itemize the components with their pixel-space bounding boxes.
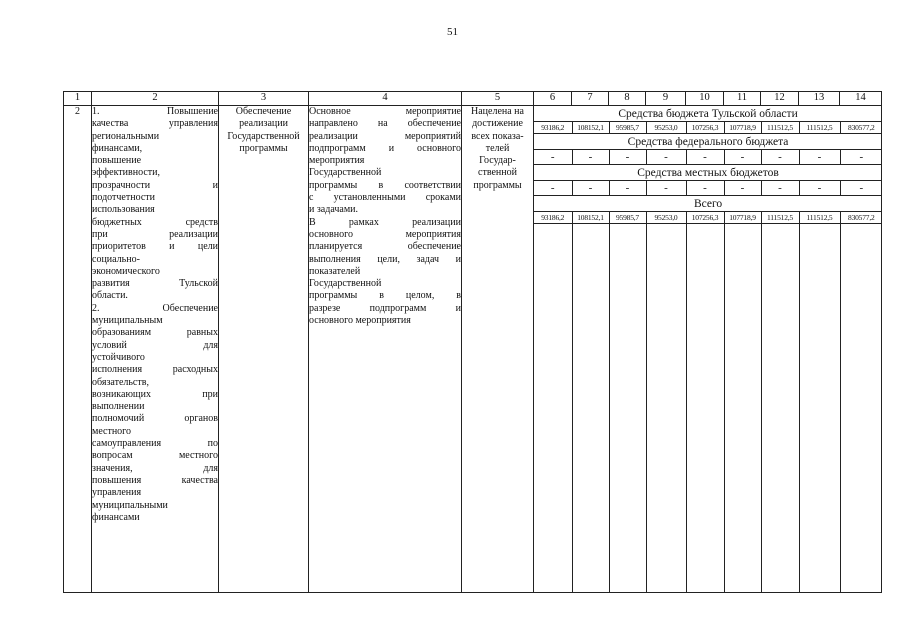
goals-line: приоритетов и цели: [92, 241, 218, 253]
empty-cell: [646, 224, 686, 593]
column-header: 11: [724, 92, 761, 106]
page-number: 51: [447, 26, 458, 38]
target-line: ственной: [478, 167, 517, 179]
total-value: 95985,7: [609, 212, 646, 224]
target-line: Государ-: [479, 155, 516, 167]
goals-line: муниципальными: [92, 499, 168, 511]
local-value: -: [799, 181, 840, 196]
goals-line: повышение: [92, 155, 142, 167]
regional-budget-values-row: [534, 122, 882, 134]
column-header: 2: [92, 92, 219, 106]
local-value: -: [840, 181, 882, 196]
description-line: с установленными сроками: [309, 192, 461, 204]
goals-line: 2. Обеспечение: [92, 302, 218, 314]
total-value: 111512,5: [799, 212, 840, 224]
federal-value: -: [724, 150, 761, 165]
description-line: В рамках реализации: [309, 216, 461, 228]
empty-cell: [572, 224, 609, 593]
federal-value: -: [534, 150, 572, 165]
column-header: 4: [309, 92, 462, 106]
total-value: 111512,5: [761, 212, 799, 224]
description-line: мероприятия: [309, 155, 365, 167]
target-line: Нацелена на: [471, 106, 524, 117]
description-line: Государственной: [309, 278, 382, 290]
column-header: 12: [761, 92, 799, 106]
local-value: -: [609, 181, 646, 196]
column-header: 1: [64, 92, 92, 106]
goals-line: образованиям равных: [92, 327, 218, 339]
description-line: реализации мероприятий: [309, 130, 461, 142]
row-number: 2: [64, 106, 92, 593]
target-line: программы: [473, 179, 522, 191]
goals-line: выполнении: [92, 401, 145, 413]
empty-cell: [534, 224, 572, 593]
total-value: 830577,2: [840, 212, 882, 224]
goals-cell: [92, 106, 219, 593]
regional-budget-header-row: [534, 106, 882, 122]
empty-cell: [761, 224, 799, 593]
empty-cell: [840, 224, 882, 593]
goals-line: развития Тульской: [92, 278, 218, 290]
regional-value: 107718,9: [724, 122, 761, 134]
regional-value: 830577,2: [840, 122, 882, 134]
target-line: всех показа-: [471, 130, 524, 142]
purpose-line: программы: [239, 142, 288, 154]
description-line: направлено на обеспечение: [309, 118, 461, 130]
description-line: Государственной: [309, 167, 382, 179]
regional-value: 95253,0: [646, 122, 686, 134]
goals-line: при реализации: [92, 228, 218, 240]
goals-line: полномочий органов: [92, 413, 218, 425]
goals-line: 1. Повышение: [92, 106, 218, 117]
empty-cell: [724, 224, 761, 593]
goals-line: подотчетности: [92, 192, 155, 204]
goals-line: самоуправления по: [92, 438, 218, 450]
regional-value: 111512,5: [761, 122, 799, 134]
description-line: программы в соответствии: [309, 179, 461, 191]
total-value: 108152,1: [572, 212, 609, 224]
goals-line: экономического: [92, 265, 160, 277]
goals-line: исполнения расходных: [92, 364, 218, 376]
description-line: основного мероприятия: [309, 315, 411, 327]
column-header: 8: [609, 92, 646, 106]
column-header: 13: [799, 92, 840, 106]
federal-value: -: [799, 150, 840, 165]
measure-description-cell: [309, 106, 462, 593]
total-value: 107718,9: [724, 212, 761, 224]
total-header-row: [534, 196, 882, 212]
goals-line: повышения качества: [92, 474, 218, 486]
goals-line: муниципальным: [92, 315, 163, 327]
local-budget-label: Средства местных бюджетов: [534, 165, 882, 181]
goals-line: использования: [92, 204, 155, 216]
local-budget-header-row: [534, 165, 882, 181]
federal-value: -: [761, 150, 799, 165]
goals-line: эффективности,: [92, 167, 161, 179]
federal-value: -: [686, 150, 724, 165]
goals-line: прозрачности и: [92, 179, 218, 191]
local-value: -: [572, 181, 609, 196]
total-value: 95253,0: [646, 212, 686, 224]
column-header: 14: [840, 92, 882, 106]
description-line: разрезе подпрограмм и: [309, 302, 461, 314]
goals-line: местного: [92, 425, 132, 437]
total-values-row: [534, 212, 882, 224]
federal-value: -: [646, 150, 686, 165]
local-value: -: [646, 181, 686, 196]
goals-line: области.: [92, 290, 128, 302]
goals-line: социально-: [92, 253, 140, 265]
description-line: основного мероприятия: [309, 228, 461, 240]
description-line: выполнения цели, задач и: [309, 253, 461, 265]
empty-cell: [799, 224, 840, 593]
column-header: 10: [686, 92, 724, 106]
regional-value: 108152,1: [572, 122, 609, 134]
budget-table: [534, 106, 882, 592]
goals-line: финансами,: [92, 142, 143, 154]
regional-value: 111512,5: [799, 122, 840, 134]
goals-line: условий для: [92, 339, 218, 351]
target-line: телей: [485, 142, 510, 154]
federal-budget-header-row: [534, 134, 882, 150]
program-table: [63, 91, 882, 593]
description-line: Основное мероприятие: [309, 106, 461, 117]
target-line: достижение: [472, 118, 523, 130]
goals-line: бюджетных средств: [92, 216, 218, 228]
column-header: 5: [462, 92, 534, 106]
goals-line: возникающих при: [92, 388, 218, 400]
purpose-line: Государственной: [227, 130, 300, 142]
table-row: [64, 106, 882, 593]
total-value: 107256,3: [686, 212, 724, 224]
goals-line: управления: [92, 487, 142, 499]
column-header: 9: [646, 92, 686, 106]
goals-line: региональными: [92, 130, 160, 142]
goals-line: финансами: [92, 511, 140, 523]
total-value: 93186,2: [534, 212, 572, 224]
description-line: и задачами.: [309, 204, 359, 216]
column-number-row: [64, 92, 882, 106]
goals-line: значения, для: [92, 462, 218, 474]
empty-cell: [609, 224, 646, 593]
purpose-cell: [219, 106, 309, 593]
local-value: -: [686, 181, 724, 196]
budget-empty-row: [534, 224, 882, 593]
total-label: Всего: [534, 196, 882, 212]
goals-line: обязательств,: [92, 376, 149, 388]
column-header: 3: [219, 92, 309, 106]
regional-value: 107256,3: [686, 122, 724, 134]
local-value: -: [761, 181, 799, 196]
regional-budget-label: Средства бюджета Тульской области: [534, 106, 882, 122]
local-budget-values-row: [534, 181, 882, 196]
empty-cell: [686, 224, 724, 593]
federal-value: -: [609, 150, 646, 165]
description-line: показателей: [309, 265, 361, 277]
description-line: программы в целом, в: [309, 290, 461, 302]
goals-line: качества управления: [92, 118, 218, 130]
column-header: 7: [572, 92, 609, 106]
description-line: подпрограмм и основного: [309, 142, 461, 154]
local-value: -: [724, 181, 761, 196]
column-header: 6: [534, 92, 572, 106]
purpose-line: Обеспечение: [235, 106, 292, 117]
regional-value: 95985,7: [609, 122, 646, 134]
purpose-line: реализации: [239, 118, 288, 130]
budget-cell: [534, 106, 882, 593]
target-cell: [462, 106, 534, 593]
goals-line: вопросам местного: [92, 450, 218, 462]
goals-line: устойчивого: [92, 351, 145, 363]
description-line: планируется обеспечение: [309, 241, 461, 253]
local-value: -: [534, 181, 572, 196]
federal-value: -: [572, 150, 609, 165]
federal-budget-values-row: [534, 150, 882, 165]
federal-budget-label: Средства федерального бюджета: [534, 134, 882, 150]
federal-value: -: [840, 150, 882, 165]
regional-value: 93186,2: [534, 122, 572, 134]
